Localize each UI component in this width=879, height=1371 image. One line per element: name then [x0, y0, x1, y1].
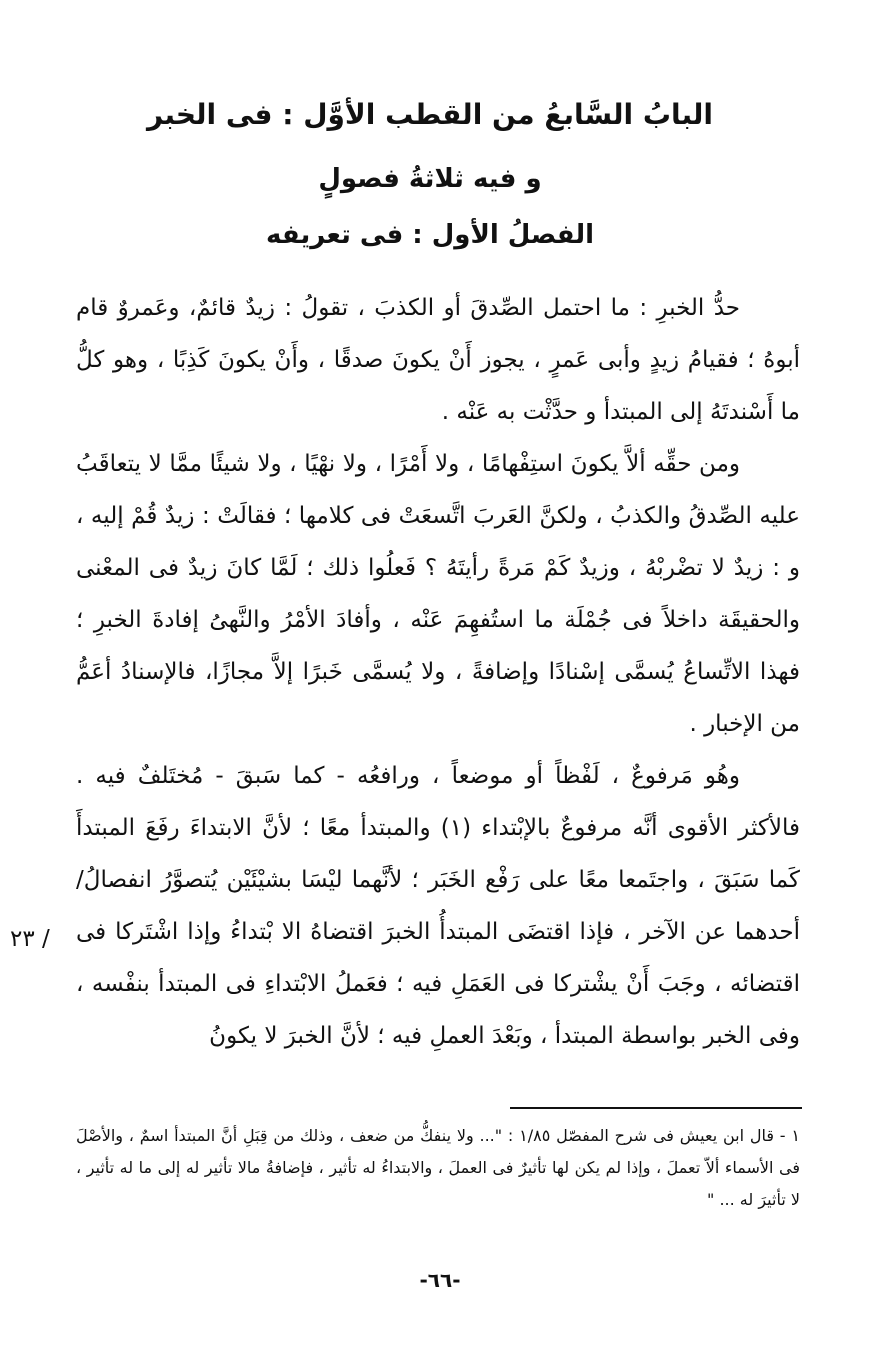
- footnote: ١ - قال ابن يعيش فى شرح المفصّل ١/٨٥ : "... ولا ينفكُّ من ضعف ، وذلك من قِبَلِ أنَّ المبتدأ اسمٌ ، والأصْلَ فى الأسماء ألاّ تعملَ ، وإذا لم يكن لها تأثيرٌ فى العملَ ، والابتداءُ له تأثير ، فإضافةُ مالا تأثير له إلى ما له تأثير ، لا تأثيرَ له ... ": [76, 1126, 800, 1209]
- marginal-page-reference: ٢٣ /: [10, 926, 50, 952]
- footnote-divider: [510, 1107, 802, 1109]
- section-heading: الفصلُ الأول : فى تعريفه: [266, 220, 594, 250]
- page-number: -٦٦-: [419, 1268, 461, 1292]
- paragraph: وهُو مَرفوعٌ ، لَفْظاً أو موضعاً ، ورافعُه - كما سَبقَ - مُختَلفٌ فيه . فالأكثر الأقوى أنَّه مرفوعٌ بالإبْتداء (١) والمبتدأ معًا ؛ لأنَّ الابتداءَ رفَعَ المبتدأَ كَما سَبَقَ ، واجتَمعا معًا على رَفْع الخَبَر ؛ لأنَّهما ليْسَا بشيْئَيْن يُتصوَّرُ انفصالُ/ أحدهما عن الآخر ، فإذا اقتضَى المبتدأُ الخبرَ اقتضاهُ الا بْتداءُ وإذا اشْتَركا فى اقتضائه ، وجَبَ أَنْ يشْتركا فى العَمَلِ فيه ؛ فعَملُ الابْتداءِ فى المبتدأ بنفْسه ، وفى الخبر بواسطة المبتدأ ، وبَعْدَ العملِ فيه ؛ لأنَّ الخبرَ لا يكونُ: [76, 763, 801, 1049]
- chapter-subtitle: و فيه ثلاثةُ فصولٍ: [318, 164, 542, 194]
- paragraph: ومن حقِّه ألاَّ يكونَ استِفْهامًا ، ولا أَمْرًا ، ولا نهْيًا ، ولا شيئًا ممَّا لا يتعاقَبُ عليه الصِّدقُ والكذبُ ، ولكنَّ العَربَ اتَّسعَتْ فى كلامها ؛ فقالَتْ : زيدٌ قُمْ إليه ، و : زيدٌ لا تضْربْهُ ، وزيدٌ كَمْ مَرةً رأيتَهُ ؟ فَعلُوا ذلك ؛ لَمَّا كانَ زيدٌ فى المعْنى والحقيقَة داخلاً فى جُمْلَة ما استُفهِمَ عَنْه ، وأفادَ الأمْرُ والنَّهىُ إفادةَ الخبرِ ؛ فهذا الاتِّساعُ يُسمَّى إسْنادًا وإضافةً ، ولا يُسمَّى خَبرًا إلاَّ مجازًا، فالإسنادُ أعَمُّ من الإخبار .: [76, 451, 800, 737]
- chapter-title: البابُ السَّابعُ من القطب الأوَّل : فى الخبر: [146, 98, 714, 131]
- paragraph: حدُّ الخبرِ : ما احتمل الصِّدقَ أو الكذبَ ، تقولُ : زيدٌ قائمٌ، وعَمروٌ قام أبوهُ ؛ فقيامُ زيدٍ وأبى عَمرٍ ، يجوز أَنْ يكونَ صدقًا ، وأَنْ يكونَ كَذِبًا ، وهو كلُّ ما أَسْندتَهُ إلى المبتدأ و حدَّثْت به عَنْه .: [76, 295, 800, 425]
